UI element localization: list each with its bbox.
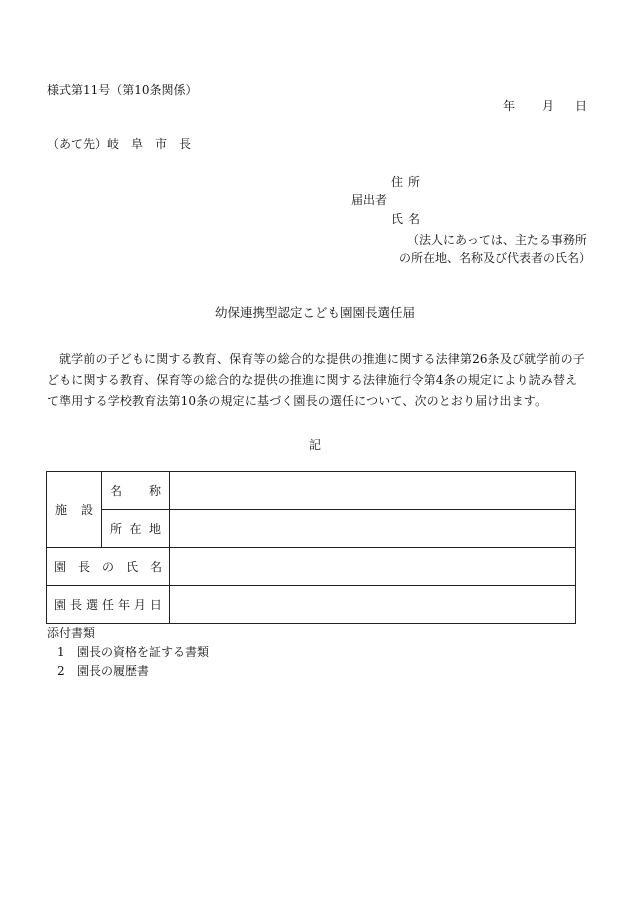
label-char: 選 [85,598,98,612]
date-month: 月 [542,99,555,113]
facility-location-label-cell [102,510,170,548]
label-char: 日 [149,598,162,612]
body-paragraph: 就学前の子どもに関する教育、保育等の総合的な提供の推進に関する法律第26条及び就学前の子どもに関する教育、保育等の総合的な提供の推進に関する法律施行令第4条の規定により読み替えて準用する学校教育法第10条の規定に基づく園長の選任について、次のとおり届け出ます。 [47,352,585,408]
label-char: 名 [149,560,162,574]
facility-group-char: 設 [80,503,93,517]
label-char: 在 [129,522,142,536]
name-label: 氏名 [391,212,426,226]
attachment-item [57,646,209,658]
notifier-label: 届出者 [351,193,388,207]
label-char: 長 [69,598,82,612]
attachment-text: 園長の履歴書 [77,664,150,678]
attachment-text: 園長の資格を証する書類 [77,645,210,659]
ki-heading: 記 [308,438,321,452]
label-char: 名 [110,484,123,498]
table-row [47,472,576,510]
notification-table [46,471,576,624]
facility-name-label-cell [102,472,170,510]
date-day: 日 [575,99,588,113]
addressee: （あて先）岐 阜 市 長 [47,137,192,151]
facility-group-char: 施 [55,503,68,517]
label-char: の [101,560,114,574]
label-char: 所 [110,522,123,536]
facility-group-cell [47,472,102,548]
date-line [503,100,587,112]
label-char: 月 [133,598,146,612]
label-char: 園 [54,560,67,574]
attachment-number: 2 [57,664,65,678]
label-char: 任 [101,598,114,612]
table-row [47,548,576,586]
attachment-number: 1 [57,645,65,659]
corporation-note-line1: （法人にあっては、主たる事務所 [407,233,587,247]
appointment-date-label-cell [47,586,170,624]
form-number: 様式第11号（第10条関係） [47,83,198,97]
date-year: 年 [503,99,516,113]
facility-name-field[interactable] [170,472,576,510]
address-label: 住所 [391,175,426,189]
label-char: 年 [117,598,130,612]
attachment-item [57,665,149,677]
label-char: 氏 [125,560,138,574]
principal-name-label-cell [47,548,170,586]
label-char: 園 [54,598,67,612]
label-char: 長 [77,560,90,574]
label-char: 称 [148,484,161,498]
label-char: 地 [148,522,161,536]
attachments-title: 添付書類 [47,626,96,640]
document-title: 幼保連携型認定こども園園長選任届 [214,305,415,320]
table-row [47,586,576,624]
appointment-date-field[interactable] [170,586,576,624]
principal-name-field[interactable] [170,548,576,586]
facility-location-field[interactable] [170,510,576,548]
corporation-note-line2: の所在地、名称及び代表者の氏名） [399,251,592,265]
table-row [47,510,576,548]
